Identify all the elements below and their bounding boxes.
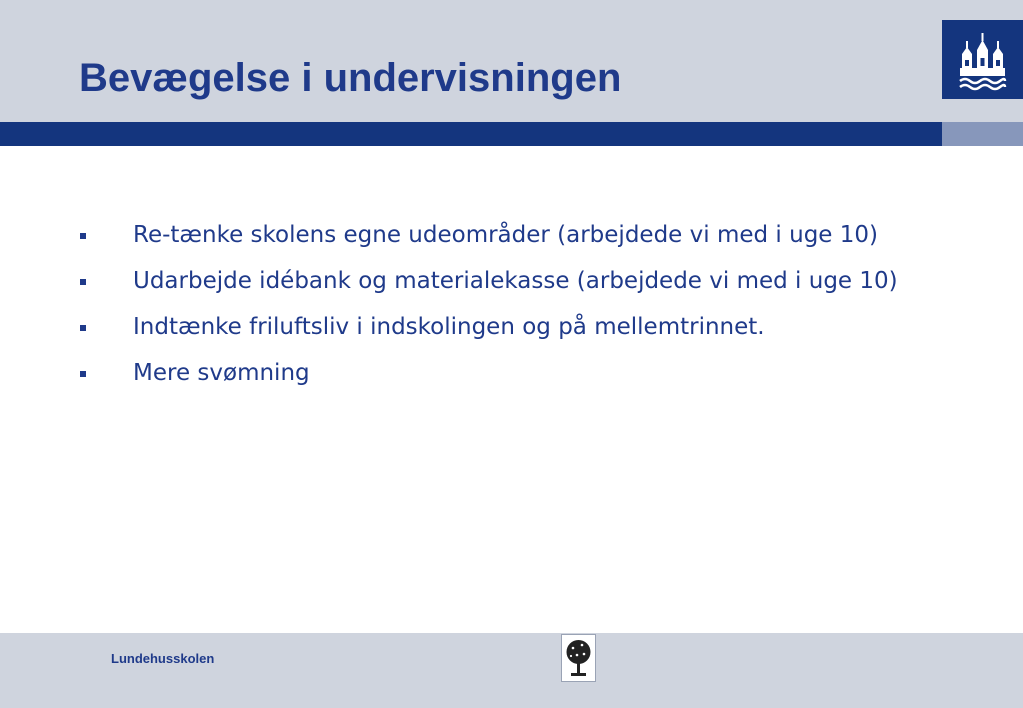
square-bullet-icon — [80, 325, 86, 331]
slide-title: Bevægelse i undervisningen — [79, 56, 622, 100]
bullet-text: Mere svømning — [133, 360, 310, 386]
bullet-list — [80, 218, 930, 402]
bullet-text: Udarbejde idébank og materialekasse (arbejdede vi med i uge 10) — [133, 268, 898, 294]
square-bullet-icon — [80, 279, 86, 285]
coat-of-arms-graphic — [942, 20, 1023, 99]
header-rule-light — [942, 122, 1023, 146]
tree-logo-icon — [561, 634, 596, 682]
footer-band — [0, 633, 1023, 708]
square-bullet-icon — [80, 233, 86, 239]
list-item — [80, 264, 930, 299]
bullet-text: Indtænke friluftsliv i indskolingen og på mellemtrinnet. — [133, 314, 765, 340]
footer-school-name: Lundehusskolen — [111, 651, 215, 666]
list-item — [80, 218, 930, 253]
list-item — [80, 310, 930, 345]
copenhagen-coat-of-arms-icon — [942, 20, 1023, 99]
tree-graphic — [562, 635, 595, 681]
header-rule-dark — [0, 122, 942, 146]
list-item — [80, 356, 930, 391]
bullet-text: Re-tænke skolens egne udeområder (arbejdede vi med i uge 10) — [133, 222, 878, 248]
square-bullet-icon — [80, 371, 86, 377]
